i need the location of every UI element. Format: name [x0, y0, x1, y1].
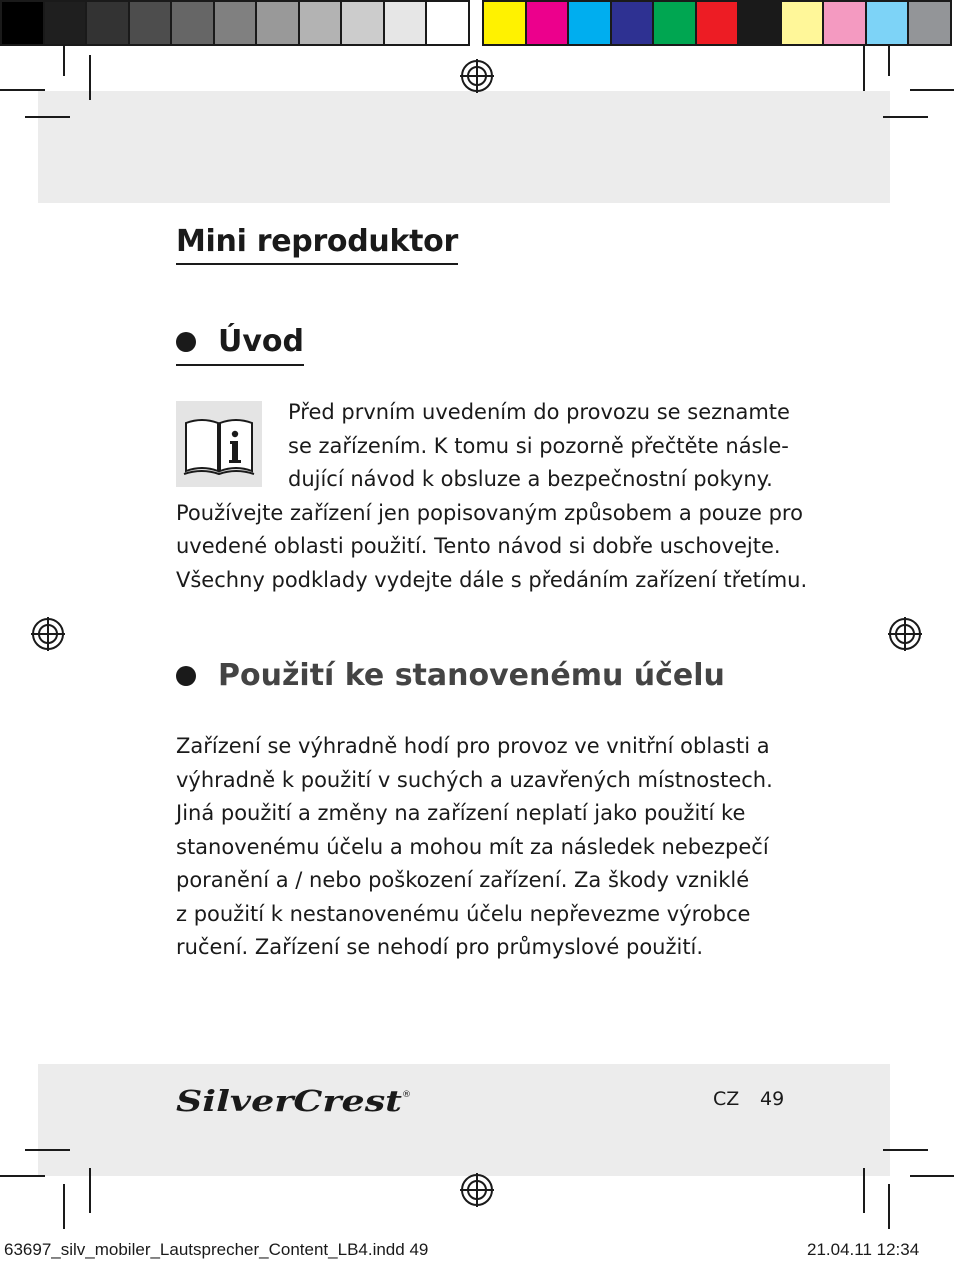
section-heading-intended-use	[176, 656, 725, 696]
color-swatch	[172, 0, 215, 46]
crop-mark	[888, 1184, 890, 1229]
grayscale-color-bar	[0, 0, 470, 46]
color-swatch	[909, 0, 952, 46]
section-heading-uvod	[176, 322, 304, 366]
color-swatch	[87, 0, 130, 46]
crop-mark	[888, 46, 890, 76]
color-swatch	[739, 0, 782, 46]
crop-mark	[0, 89, 45, 91]
color-swatch	[527, 0, 570, 46]
crop-mark	[63, 1184, 65, 1229]
header-band	[38, 91, 890, 203]
bullet-icon	[176, 666, 196, 686]
color-swatch	[130, 0, 173, 46]
text-line: ručení. Zařízení se nehodí pro průmyslové použití.	[176, 935, 704, 959]
page-number: 49	[760, 1088, 785, 1110]
section-heading-text: Použití ke stanovenému účelu	[218, 658, 725, 693]
color-swatch	[612, 0, 655, 46]
color-swatch	[215, 0, 258, 46]
crop-mark	[863, 46, 865, 91]
registration-mark-icon	[460, 1173, 494, 1207]
text-line: Zařízení se výhradně hodí pro provoz ve vnitřní oblasti a	[176, 734, 770, 758]
text-line: dující návod k obsluze a bezpečnostní pokyny.	[288, 467, 773, 491]
color-swatch	[257, 0, 300, 46]
footer-band	[38, 1064, 890, 1176]
slug-filename: 63697_silv_mobiler_Lautsprecher_Content_LB4.indd 49	[4, 1240, 429, 1259]
text-line: Jiná použití a změny na zařízení neplatí jako použití ke	[176, 801, 746, 825]
text-line: uvedené oblasti použití. Tento návod si dobře uschovejte.	[176, 534, 781, 558]
crop-mark	[25, 1149, 70, 1151]
crop-mark	[0, 1175, 45, 1177]
registration-mark-icon	[31, 617, 65, 651]
brand-logo	[176, 1083, 416, 1117]
text-line: z použití k nestanovenému účelu nepřevezme výrobce	[176, 901, 751, 926]
footer-language: CZ	[713, 1088, 740, 1110]
color-swatch	[300, 0, 343, 46]
crop-mark	[883, 116, 928, 118]
crop-mark	[863, 1168, 865, 1213]
color-swatch	[782, 0, 825, 46]
crop-mark	[910, 1175, 954, 1177]
color-swatch	[0, 0, 45, 46]
text-line: stanovenému účelu a mohou mít za následek nebezpečí	[176, 834, 769, 859]
crop-mark	[63, 46, 65, 76]
brand-name: SilverCrest	[176, 1084, 403, 1117]
color-swatch	[569, 0, 612, 46]
color-swatch	[824, 0, 867, 46]
text-line: Před prvním uvedením do provozu se seznamte	[288, 400, 790, 424]
crop-mark	[25, 116, 70, 118]
crop-mark	[883, 1149, 928, 1151]
text-line: Používejte zařízení jen popisovaným způsobem a pouze pro	[176, 500, 803, 525]
crop-mark	[89, 55, 91, 100]
page-title: Mini reproduktor	[176, 222, 458, 265]
text-line: Všechny podklady vydejte dále s předáním zařízení třetímu.	[176, 567, 808, 592]
intended-use-paragraph	[176, 730, 773, 965]
intro-paragraph	[176, 396, 807, 597]
text-line: se zařízením. K tomu si pozorně přečtěte násle-	[288, 433, 789, 458]
registration-mark-icon	[460, 59, 494, 93]
text-line: výhradně k použití v suchých a uzavřených místnostech.	[176, 767, 773, 792]
crop-mark	[89, 1168, 91, 1213]
color-swatch	[342, 0, 385, 46]
process-color-bar	[482, 0, 952, 46]
crop-mark	[910, 89, 954, 91]
color-swatch	[482, 0, 527, 46]
bullet-icon	[176, 332, 196, 352]
section-heading-text: Úvod	[218, 324, 305, 359]
color-swatch	[867, 0, 910, 46]
color-swatch	[427, 0, 470, 46]
color-swatch	[697, 0, 740, 46]
registration-mark-icon	[888, 617, 922, 651]
text-line: poranění a / nebo poškození zařízení. Za škody vzniklé	[176, 868, 750, 892]
color-swatch	[45, 0, 88, 46]
color-swatch	[385, 0, 428, 46]
slug-timestamp: 21.04.11 12:34	[807, 1240, 920, 1259]
registered-mark: ®	[402, 1090, 411, 1100]
color-swatch	[654, 0, 697, 46]
